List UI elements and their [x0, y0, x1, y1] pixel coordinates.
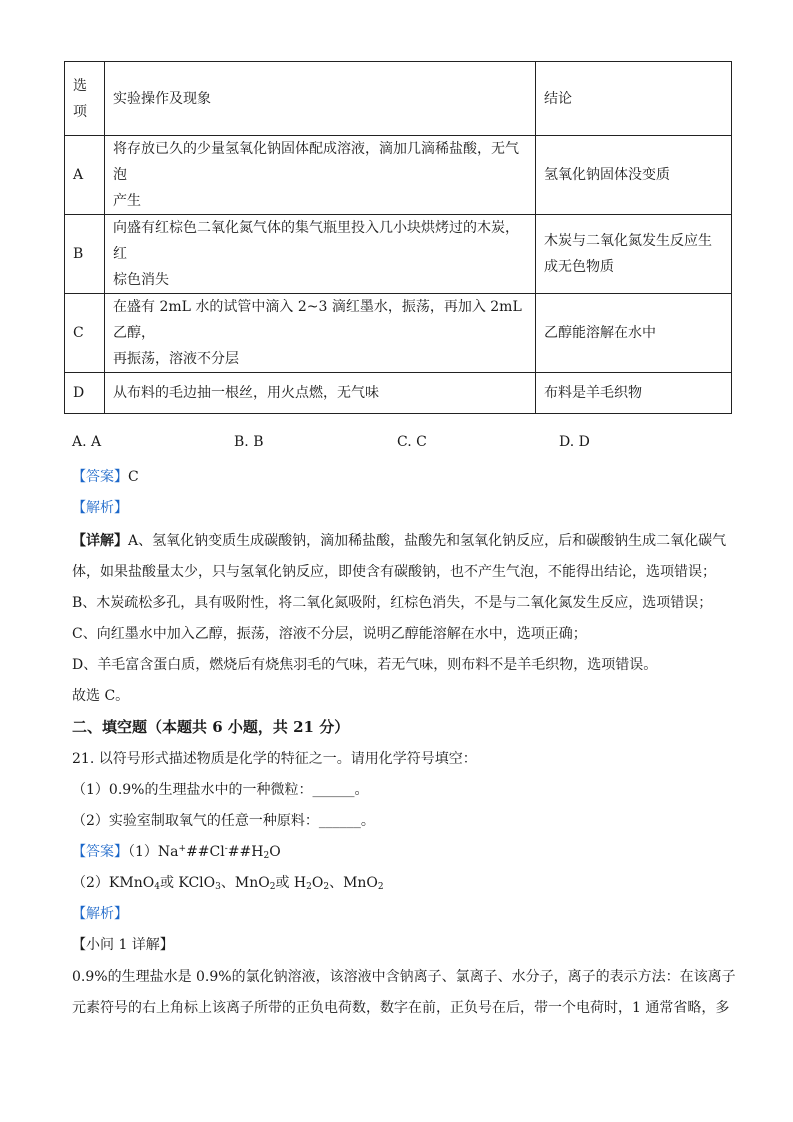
detail-text-1: A、氢氧化钠变质生成碳酸钠，滴加稀盐酸，盐酸先和氢氧化钠反应，后和碳酸钠生成二氧化碳气 [128, 533, 727, 549]
q21-ans2-sub-b: 3 [215, 882, 221, 892]
q21-ans1-h: ##H [227, 844, 264, 860]
q21-ans1-o: O [269, 844, 281, 860]
table-row [65, 136, 732, 215]
section-title: 二、填空题（本题共 6 小题，共 21 分） [72, 718, 350, 736]
detail-line-3: B、木炭疏松多孔，具有吸附性，将二氧化氮吸附，红棕色消失，不是与二氧化氮发生反应，选项错误； [72, 595, 713, 611]
q21-ans2-sub-f: 2 [377, 882, 384, 892]
q21-ans1-minus: - [224, 844, 228, 854]
q21-ans2-sub-a: 4 [154, 882, 160, 892]
choice-b: B. B [234, 434, 264, 450]
table-row [65, 294, 732, 373]
choice-d: D. D [559, 434, 590, 450]
q21-ans1-cl: ##Cl [186, 844, 225, 860]
q21-analysis-tag: 【解析】 [72, 906, 128, 922]
detail-line-6: 故选 C。 [72, 688, 130, 704]
q21-ans2-mno-2: 、MnO [329, 875, 378, 891]
answer-tag: 【答案】 [72, 469, 128, 485]
row-operation [105, 215, 536, 294]
options-table [64, 61, 732, 414]
row-conclusion-line2: 成无色物质 [544, 259, 614, 275]
row-operation-line1: 将存放已久的少量氢氧化钠固体配成溶液，滴加几滴稀盐酸，无气泡 [113, 141, 519, 183]
row-option: B [65, 215, 105, 294]
q21-answer-tag: 【答案】 [72, 844, 128, 860]
row-operation [105, 136, 536, 215]
q21-part1: （1）0.9%的生理盐水中的一种微粒：______。 [72, 782, 369, 798]
q21-ans2-o: O [311, 875, 324, 891]
q21-ans2-sub-e: 2 [323, 882, 330, 892]
q21-answer-line1 [72, 841, 281, 861]
q21-ans2-mno-1: 、MnO [220, 875, 270, 891]
q21-ans2-kclo: 或 KClO [159, 875, 216, 891]
detail-tag: 【详解】 [72, 533, 128, 549]
header-option-line2: 项 [73, 103, 87, 120]
row-option: A [65, 136, 105, 215]
q21-stem: 21. 以符号形式描述物质是化学的特征之一。请用化学符号填空： [72, 751, 477, 767]
q21-explanation-line2: 元素符号的右上角标上该离子所带的正负电荷数，数字在前，正负号在后，带一个电荷时，1 通常省略，多 [72, 1000, 730, 1016]
q21-ans1-plus: + [178, 844, 187, 854]
header-operation: 实验操作及现象 [105, 62, 536, 136]
detail-line-5: D、羊毛富含蛋白质，燃烧后有烧焦羽毛的气味，若无气味，则布料不是羊毛织物，选项错误。 [72, 657, 658, 673]
q21-ans2-h: 或 H [275, 875, 307, 891]
detail-line-4: C、向红墨水中加入乙醇，振荡，溶液不分层，说明乙醇能溶解在水中，选项正确； [72, 626, 587, 642]
q21-part2: （2）实验室制取氧气的任意一种原料：______。 [72, 813, 375, 829]
detail-line-2: 体，如果盐酸量太少，只与氢氧化钠反应，即使含有碳酸钠，也不产生气泡，不能得出结论，选项错误； [72, 564, 716, 580]
table-row [65, 373, 732, 414]
header-option [65, 62, 105, 136]
row-operation-line1: 在盛有 2mL 水的试管中滴入 2~3 滴红墨水，振荡，再加入 2mL 乙醇， [113, 299, 522, 341]
row-option: D [65, 373, 105, 414]
q21-ans2-sub-d: 2 [306, 882, 312, 892]
header-option-line1: 选 [73, 77, 87, 94]
answer-line [72, 466, 139, 486]
row-operation-line1: 向盛有红棕色二氧化氮气体的集气瓶里投入几小块烘烤过的木炭，红 [113, 220, 519, 262]
row-operation-line2: 产生 [113, 193, 141, 209]
table-row [65, 215, 732, 294]
table-header-row [65, 62, 732, 136]
q21-ans1-sub: 2 [263, 851, 270, 861]
row-conclusion [536, 215, 732, 294]
analysis-tag: 【解析】 [72, 500, 128, 516]
answer-choices [72, 434, 732, 454]
answer-value: C [128, 469, 139, 485]
q21-ans2-kmno: （2）KMnO [72, 875, 155, 891]
header-conclusion: 结论 [536, 62, 732, 136]
choice-c: C. C [397, 434, 427, 450]
q21-answer-line2 [72, 872, 384, 892]
row-conclusion: 布料是羊毛织物 [536, 373, 732, 414]
row-operation [105, 294, 536, 373]
row-operation-line2: 再振荡，溶液不分层 [113, 351, 239, 367]
row-conclusion: 氢氧化钠固体没变质 [536, 136, 732, 215]
q21-ans1-prefix: （1） [128, 844, 158, 860]
q21-ans1-na: Na [157, 844, 179, 860]
q21-sub1-tag: 【小问 1 详解】 [72, 937, 174, 953]
row-conclusion-line1: 木炭与二氧化氮发生反应生 [544, 233, 712, 249]
detail-line-1 [72, 530, 726, 550]
q21-ans2-sub-c: 2 [269, 882, 276, 892]
q21-explanation-line1: 0.9%的生理盐水是 0.9%的氯化钠溶液，该溶液中含钠离子、氯离子、水分子，离子的表示方法：在该离子 [72, 969, 736, 985]
row-conclusion: 乙醇能溶解在水中 [536, 294, 732, 373]
choice-a: A. A [72, 434, 102, 450]
row-operation: 从布料的毛边抽一根丝，用火点燃，无气味 [105, 373, 536, 414]
row-option: C [65, 294, 105, 373]
row-operation-line2: 棕色消失 [113, 272, 169, 288]
